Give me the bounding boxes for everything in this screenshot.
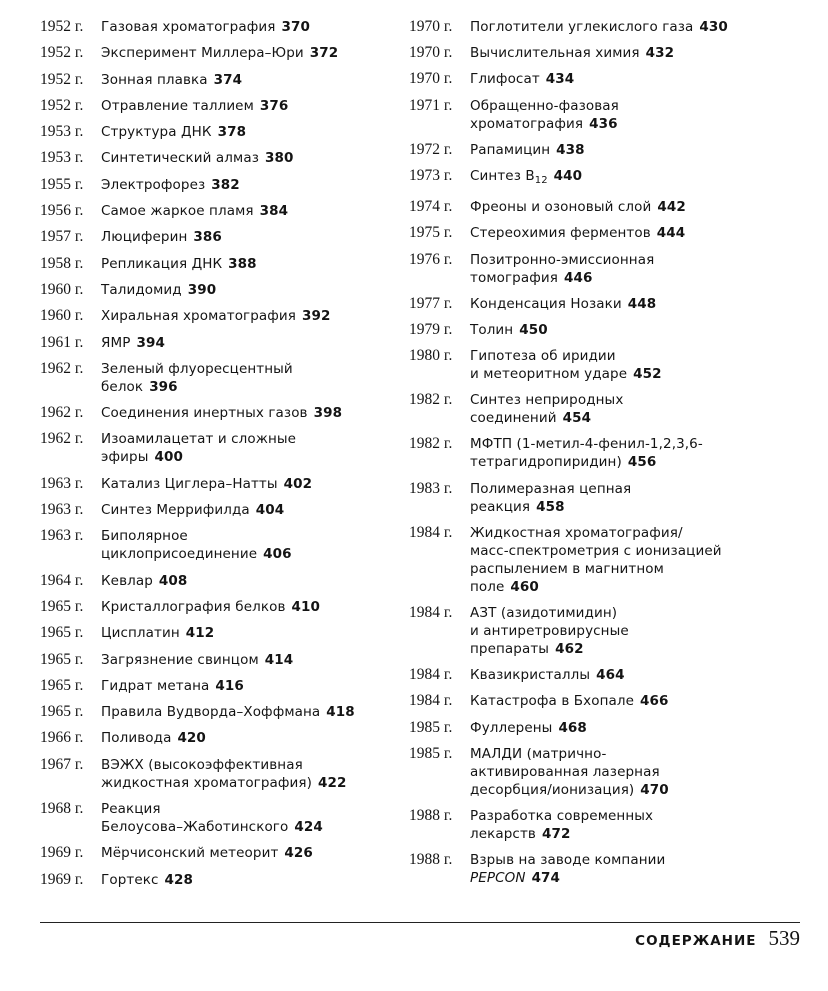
toc-entry xyxy=(40,202,405,220)
footer-rule xyxy=(40,922,800,923)
toc-entry xyxy=(409,70,809,88)
toc-entry xyxy=(409,604,809,658)
toc-entry xyxy=(409,524,809,596)
entry-title xyxy=(101,71,405,89)
entry-year: 1984 г. xyxy=(409,666,453,684)
toc-entry xyxy=(40,527,405,563)
entry-page: 428 xyxy=(164,871,193,888)
entry-title-text: Газовая хроматография xyxy=(101,19,276,35)
entry-title-text: Позитронно-эмиссионная томография xyxy=(470,251,655,286)
entry-year: 1953 г. xyxy=(40,123,84,141)
entry-year: 1985 г. xyxy=(409,744,453,762)
entry-year: 1964 г. xyxy=(40,571,84,589)
entry-page: 402 xyxy=(283,475,313,492)
entry-year: 1984 г. xyxy=(409,604,453,621)
toc-entry xyxy=(40,501,405,519)
toc-entry xyxy=(40,651,405,669)
entry-title-text: Поглотители углекислого газа xyxy=(470,19,694,35)
entry-year: 1953 г. xyxy=(40,149,84,167)
toc-entry xyxy=(40,598,405,616)
entry-title xyxy=(101,651,405,669)
entry-page: 372 xyxy=(309,45,339,62)
toc-entry xyxy=(409,18,809,36)
entry-year: 1983 г. xyxy=(409,479,453,497)
toc-entry xyxy=(40,149,405,167)
entry-title-text: Вычислительная химия xyxy=(470,45,640,62)
entry-year: 1963 г. xyxy=(40,474,84,492)
entry-page: 426 xyxy=(284,845,313,862)
entry-title-text: Кевлар xyxy=(101,572,153,589)
toc-entry xyxy=(40,572,405,590)
entry-title xyxy=(470,167,809,190)
entry-title xyxy=(470,851,809,887)
entry-title xyxy=(470,295,809,313)
entry-title-text: Изоамилацетат и сложные эфиры xyxy=(101,431,297,466)
entry-title xyxy=(470,70,809,88)
entry-year: 1976 г. xyxy=(409,250,453,268)
toc-entry xyxy=(409,141,809,159)
toc-entry xyxy=(409,851,809,887)
entry-title xyxy=(470,719,809,737)
entry-page: 384 xyxy=(259,203,289,220)
toc-entry xyxy=(40,756,405,792)
entry-title-text: Электрофорез xyxy=(101,176,206,193)
entry-year: 1962 г. xyxy=(40,359,84,377)
entry-title xyxy=(470,666,809,684)
entry-page: 462 xyxy=(555,641,584,657)
entry-page: 438 xyxy=(556,141,585,158)
entry-year: 1969 г. xyxy=(40,870,84,888)
toc-entry xyxy=(40,430,405,466)
entry-page: 404 xyxy=(255,502,285,519)
entry-year: 1960 г. xyxy=(40,280,84,298)
entry-page: 418 xyxy=(326,704,355,721)
entry-title xyxy=(101,430,405,466)
entry-page: 442 xyxy=(657,199,686,216)
toc-entry xyxy=(409,295,809,313)
entry-title-text: Отравление таллием xyxy=(101,97,254,114)
toc-entry xyxy=(409,692,809,710)
entry-year: 1962 г. xyxy=(40,430,84,448)
entry-page: 398 xyxy=(313,405,343,422)
entry-page: 444 xyxy=(656,225,686,242)
entry-title-text: АЗТ (азидотимидин) и антиретровирусные препараты xyxy=(470,605,629,657)
entry-title xyxy=(470,435,809,471)
entry-page: 376 xyxy=(259,97,289,114)
toc-entry xyxy=(409,167,809,190)
entry-title xyxy=(470,198,809,216)
toc-entry xyxy=(40,360,405,396)
entry-title xyxy=(101,97,405,115)
entry-page: 454 xyxy=(562,410,592,427)
entry-page: 420 xyxy=(177,730,206,747)
entry-title xyxy=(101,404,405,422)
toc-entry xyxy=(40,334,405,352)
entry-year: 1962 г. xyxy=(40,404,84,422)
entry-title xyxy=(470,18,809,36)
entry-page: 396 xyxy=(149,378,178,395)
entry-title xyxy=(101,756,405,792)
entry-title-text: Зеленый флуоресцентный белок xyxy=(101,360,293,395)
entry-title xyxy=(470,44,809,62)
entry-title xyxy=(101,844,405,862)
entry-year: 1970 г. xyxy=(409,18,453,35)
entry-title xyxy=(101,44,405,62)
entry-year: 1957 г. xyxy=(40,228,84,246)
entry-title xyxy=(470,604,809,658)
entry-title-text: Соединения инертных газов xyxy=(101,405,308,422)
entry-title-text: Структура ДНК xyxy=(101,124,212,141)
entry-title xyxy=(101,729,405,747)
entry-year: 1967 г. xyxy=(40,755,84,773)
entry-page: 386 xyxy=(193,229,222,246)
entry-page: 400 xyxy=(154,449,183,466)
entry-title-text: Синтез B xyxy=(470,167,535,184)
entry-page: 390 xyxy=(187,281,217,298)
entry-page: 422 xyxy=(318,774,347,791)
entry-year: 1958 г. xyxy=(40,254,84,272)
entry-year: 1977 г. xyxy=(409,294,453,312)
entry-year: 1969 г. xyxy=(40,844,84,862)
entry-page: 448 xyxy=(627,295,657,312)
entry-title-text: Зонная плавка xyxy=(101,71,208,88)
entry-year: 1963 г. xyxy=(40,527,84,545)
entry-title xyxy=(470,745,809,799)
page-footer xyxy=(635,926,800,951)
entry-title xyxy=(101,501,405,519)
entry-year: 1965 г. xyxy=(40,676,84,694)
entry-page: 378 xyxy=(217,124,247,141)
entry-title-text: ВЭЖХ (высокоэффективная жидкостная хроматография) xyxy=(101,756,313,791)
entry-title-text: МАЛДИ (матрично- активированная лазерная десорбция/ионизация) xyxy=(470,745,660,798)
entry-page: 472 xyxy=(541,825,571,842)
entry-title xyxy=(470,251,809,287)
entry-title xyxy=(101,871,405,889)
entry-title-text: Самое жаркое пламя xyxy=(101,203,254,220)
entry-title xyxy=(470,480,809,516)
entry-page: 464 xyxy=(596,667,625,684)
entry-page: 450 xyxy=(519,321,548,338)
entry-title xyxy=(101,176,405,194)
entry-year: 1952 г. xyxy=(40,44,84,62)
entry-year: 1963 г. xyxy=(40,501,84,519)
toc-entry xyxy=(409,807,809,843)
entry-title xyxy=(101,149,405,167)
entry-page: 440 xyxy=(553,167,583,184)
entry-title-text: Глифосат xyxy=(470,71,540,88)
entry-title-text: Рапамицин xyxy=(470,141,551,158)
toc-entry xyxy=(40,677,405,695)
entry-page: 374 xyxy=(213,71,243,88)
entry-page: 414 xyxy=(264,651,294,668)
toc-entry xyxy=(40,729,405,747)
entry-title xyxy=(101,255,405,273)
toc-entry xyxy=(40,800,405,836)
section-title: СОДЕРЖАНИЕ xyxy=(635,933,757,949)
entry-title xyxy=(101,598,405,616)
entry-title-text: Биполярное циклоприсоединение xyxy=(101,528,258,563)
entry-subscript: 12 xyxy=(534,174,548,186)
toc-entry xyxy=(40,97,405,115)
entry-title xyxy=(101,281,405,299)
entry-title xyxy=(470,524,809,596)
toc-entry xyxy=(40,871,405,889)
toc-right-column xyxy=(409,18,809,895)
entry-page: 446 xyxy=(563,269,593,286)
toc-entry xyxy=(40,44,405,62)
entry-page: 466 xyxy=(640,693,669,710)
entry-year: 1956 г. xyxy=(40,202,84,220)
entry-page: 434 xyxy=(545,71,575,88)
entry-title xyxy=(101,800,405,836)
toc-entry xyxy=(40,71,405,89)
entry-title xyxy=(101,527,405,563)
entry-title-text: МФТП (1-метил-4-фенил-1,2,3,6- тетрагидропиридин) xyxy=(470,436,703,471)
entry-page: 382 xyxy=(211,176,240,193)
entry-title xyxy=(470,391,809,427)
entry-year: 1960 г. xyxy=(40,307,84,325)
entry-page: 458 xyxy=(536,498,565,515)
entry-title xyxy=(470,141,809,159)
entry-page: 436 xyxy=(589,115,618,132)
entry-year: 1961 г. xyxy=(40,333,84,351)
entry-title-text: Катализ Циглера–Натты xyxy=(101,475,278,492)
entry-title-text: Реакция Белоусова–Жаботинского xyxy=(101,801,289,836)
entry-title xyxy=(101,572,405,590)
entry-year: 1988 г. xyxy=(409,851,453,869)
toc-entry xyxy=(409,347,809,383)
toc-entry xyxy=(40,176,405,194)
entry-title-text: Репликация ДНК xyxy=(101,255,223,272)
toc-entry xyxy=(409,480,809,516)
entry-year: 1965 г. xyxy=(40,650,84,668)
entry-title-text: Кристаллография белков xyxy=(101,598,286,615)
toc-entry xyxy=(40,475,405,493)
entry-title-text: Жидкостная хроматография/ масс-спектрометрия с ионизацией распылением в магнитном поле xyxy=(470,524,722,595)
entry-page: 432 xyxy=(645,45,675,62)
entry-page: 474 xyxy=(531,870,561,887)
entry-year: 1980 г. xyxy=(409,347,453,365)
entry-title-text: Гипотеза об иридии и метеоритном ударе xyxy=(470,348,628,383)
entry-year: 1952 г. xyxy=(40,96,84,114)
entry-year: 1975 г. xyxy=(409,224,453,242)
entry-year: 1952 г. xyxy=(40,70,84,88)
toc-entry xyxy=(409,224,809,242)
entry-page: 380 xyxy=(264,150,294,167)
toc-entry xyxy=(409,391,809,427)
entry-title xyxy=(101,18,405,36)
page-number: 539 xyxy=(768,926,800,950)
entry-year: 1982 г. xyxy=(409,435,453,453)
entry-title xyxy=(101,202,405,220)
entry-title xyxy=(470,347,809,383)
entry-page: 406 xyxy=(263,546,292,563)
entry-year: 1970 г. xyxy=(409,44,453,62)
entry-page: 456 xyxy=(627,454,657,471)
entry-title-text: Толин xyxy=(470,321,514,338)
entry-title-text: Взрыв на заводе компании xyxy=(470,852,666,869)
toc-entry xyxy=(40,307,405,325)
toc-entry xyxy=(409,44,809,62)
entry-year: 1984 г. xyxy=(409,692,453,710)
toc-entry xyxy=(409,251,809,287)
entry-year: 1952 г. xyxy=(40,18,84,35)
entry-title xyxy=(470,224,809,242)
entry-year: 1970 г. xyxy=(409,70,453,88)
toc-entry xyxy=(409,666,809,684)
entry-year: 1972 г. xyxy=(409,140,453,158)
entry-title-text: Разработка современных лекарств xyxy=(470,807,654,842)
entry-page: 412 xyxy=(185,625,215,642)
entry-year: 1965 г. xyxy=(40,624,84,642)
entry-title-text: Полимеразная цепная реакция xyxy=(470,480,632,515)
entry-page: 424 xyxy=(294,819,323,836)
entry-title-text: Конденсация Нозаки xyxy=(470,295,622,312)
toc-entry xyxy=(409,745,809,799)
entry-title-text: Синтетический алмаз xyxy=(101,150,259,167)
toc-entry xyxy=(409,321,809,339)
entry-year: 1973 г. xyxy=(409,166,453,184)
entry-title-text: Загрязнение свинцом xyxy=(101,651,259,668)
entry-page: 392 xyxy=(302,308,331,325)
entry-title xyxy=(470,692,809,710)
entry-title-text: Гидрат метана xyxy=(101,677,210,694)
entry-year: 1974 г. xyxy=(409,198,453,216)
entry-page: 452 xyxy=(633,366,662,383)
entry-page: 370 xyxy=(281,19,310,35)
entry-title-text: ЯМР xyxy=(101,334,131,351)
entry-title xyxy=(101,360,405,396)
entry-title-text: Цисплатин xyxy=(101,625,180,642)
entry-year: 1955 г. xyxy=(40,175,84,193)
entry-year: 1966 г. xyxy=(40,729,84,747)
entry-year: 1965 г. xyxy=(40,703,84,721)
entry-title-text: Обращенно-фазовая хроматография xyxy=(470,97,619,132)
entry-title xyxy=(101,228,405,246)
entry-title-text: Мёрчисонский метеорит xyxy=(101,845,279,862)
entry-title-text: Эксперимент Миллера–Юри xyxy=(101,45,304,62)
entry-title-text: Стереохимия ферментов xyxy=(470,225,651,242)
toc-entry xyxy=(409,719,809,737)
toc-entry xyxy=(409,198,809,216)
entry-title-text: Катастрофа в Бхопале xyxy=(470,693,635,710)
entry-year: 1985 г. xyxy=(409,718,453,736)
entry-year: 1979 г. xyxy=(409,320,453,338)
entry-title xyxy=(470,807,809,843)
entry-title xyxy=(101,475,405,493)
entry-page: 416 xyxy=(215,677,244,694)
entry-title-italic: PEPCON xyxy=(470,870,526,887)
entry-page: 430 xyxy=(699,19,728,35)
entry-title xyxy=(101,307,405,325)
entry-title xyxy=(101,624,405,642)
toc-entry xyxy=(40,18,405,36)
entry-page: 460 xyxy=(510,578,539,595)
entry-title-text: Талидомид xyxy=(101,281,182,298)
entry-page: 470 xyxy=(640,781,669,798)
entry-title-text: Правила Вудворда–Хоффмана xyxy=(101,704,321,721)
entry-title-text: Фуллерены xyxy=(470,719,553,736)
entry-page: 410 xyxy=(291,598,320,615)
toc-entry xyxy=(40,703,405,721)
entry-title-text: Синтез Меррифилда xyxy=(101,502,250,519)
entry-year: 1982 г. xyxy=(409,391,453,409)
entry-page: 408 xyxy=(158,572,188,589)
toc-entry xyxy=(40,844,405,862)
toc-entry xyxy=(409,97,809,133)
entry-title xyxy=(101,123,405,141)
entry-title-text: Фреоны и озоновый слой xyxy=(470,199,652,216)
entry-title-text: Гортекс xyxy=(101,871,159,888)
toc-entry xyxy=(409,435,809,471)
toc-entry xyxy=(40,255,405,273)
entry-title xyxy=(101,334,405,352)
entry-title xyxy=(470,97,809,133)
entry-page: 394 xyxy=(136,334,165,351)
toc-entry xyxy=(40,624,405,642)
toc-entry xyxy=(40,281,405,299)
entry-title xyxy=(470,321,809,339)
toc-entry xyxy=(40,404,405,422)
entry-title xyxy=(101,703,405,721)
toc-entry xyxy=(40,123,405,141)
entry-year: 1984 г. xyxy=(409,523,453,541)
entry-year: 1965 г. xyxy=(40,597,84,615)
entry-year: 1971 г. xyxy=(409,96,453,114)
entry-year: 1988 г. xyxy=(409,806,453,824)
entry-title-text: Поливода xyxy=(101,730,172,747)
entry-title-text: Квазикристаллы xyxy=(470,667,591,684)
entry-page: 468 xyxy=(558,719,587,736)
entry-title-text: Люциферин xyxy=(101,229,188,246)
toc-left-column xyxy=(40,18,405,897)
entry-page: 388 xyxy=(228,255,257,272)
entry-title-text: Хиральная хроматография xyxy=(101,308,297,325)
entry-year: 1968 г. xyxy=(40,800,84,818)
toc-entry xyxy=(40,228,405,246)
entry-title-text: Синтез неприродных соединений xyxy=(470,392,624,427)
entry-title xyxy=(101,677,405,695)
